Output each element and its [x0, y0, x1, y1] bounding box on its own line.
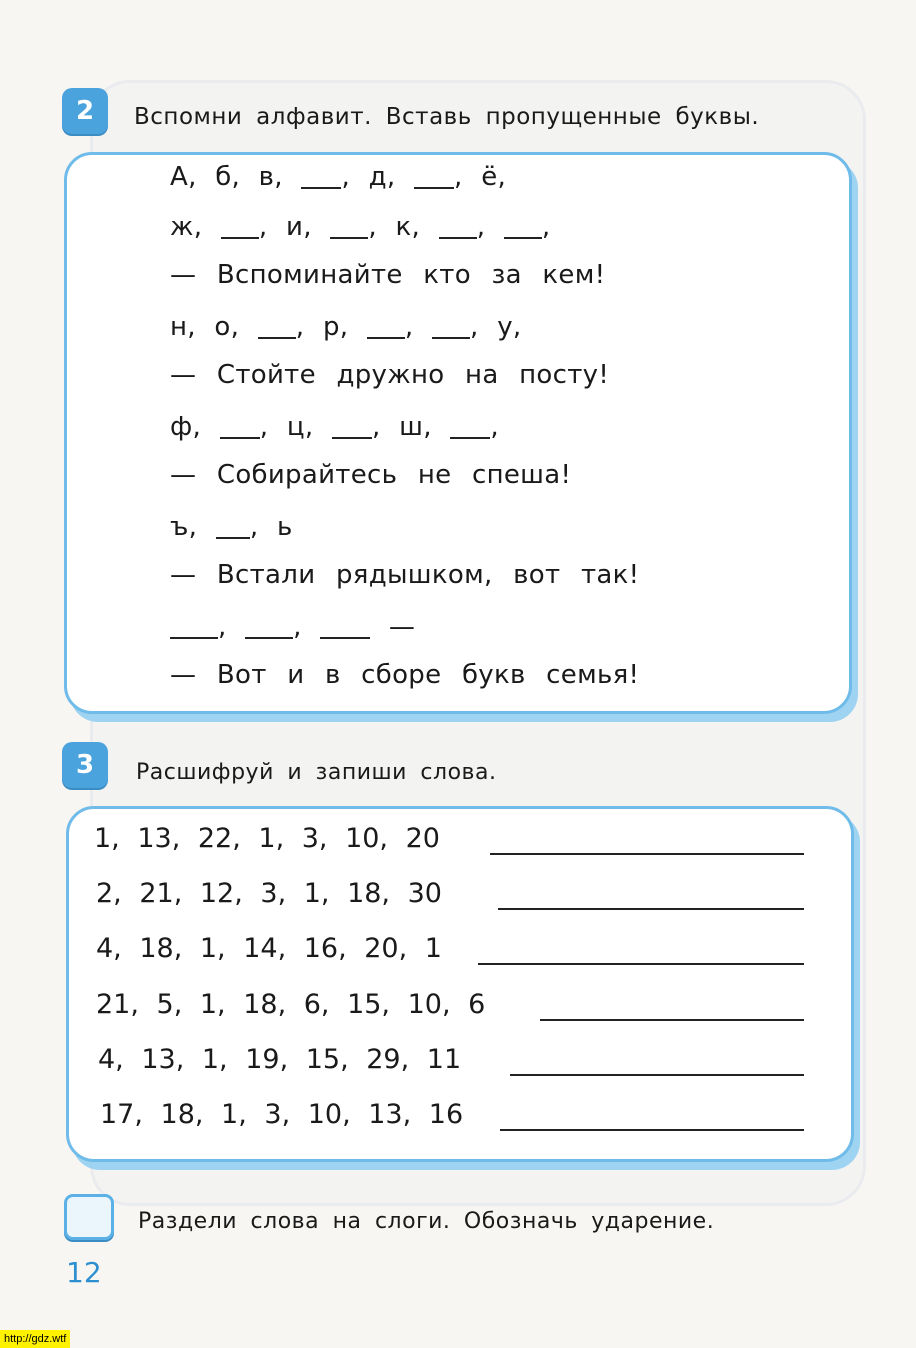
comma: , — [404, 312, 414, 342]
rhyme-line-5: — Вот и в сборе букв семья! — [170, 660, 640, 690]
task-4-badge — [64, 1194, 114, 1240]
blank[interactable] — [330, 236, 368, 239]
answer-line-3[interactable] — [478, 963, 804, 965]
comma: , — [476, 212, 486, 242]
comma: , — [368, 212, 377, 242]
letters: ь — [276, 512, 293, 542]
task-2-badge — [62, 88, 108, 134]
letters: р, — [322, 312, 349, 342]
code-row-5: 4, 13, 1, 19, 15, 29, 11 — [98, 1044, 462, 1075]
comma: , — [218, 612, 227, 642]
blank[interactable] — [245, 636, 293, 639]
code-row-1: 1, 13, 22, 1, 3, 10, 20 — [94, 823, 440, 854]
comma: , — [258, 212, 268, 242]
rhyme-line-1: — Вспоминайте кто за кем! — [170, 260, 606, 290]
letters: у, — [497, 312, 522, 342]
letters: н, о, — [170, 312, 240, 342]
alphabet-line-5 — [170, 512, 293, 542]
letters: ё, — [481, 162, 507, 192]
code-row-4: 21, 5, 1, 18, 6, 15, 10, 6 — [96, 989, 486, 1020]
blank[interactable] — [432, 336, 470, 339]
alphabet-line-1 — [170, 162, 506, 192]
code-row-2: 2, 21, 12, 3, 1, 18, 30 — [96, 878, 442, 909]
letters: ц, — [286, 412, 314, 442]
blank[interactable] — [258, 336, 296, 339]
comma: , — [490, 412, 499, 442]
rhyme-line-4: — Встали рядышком, вот так! — [170, 560, 640, 590]
blank[interactable] — [170, 636, 218, 639]
comma: , — [249, 512, 259, 542]
alphabet-line-2 — [170, 212, 550, 242]
task-2-number: 2 — [75, 96, 95, 126]
comma: , — [470, 312, 479, 342]
task-3-number: 3 — [75, 750, 95, 780]
blank[interactable] — [450, 436, 490, 439]
letters: ъ, — [170, 512, 198, 542]
answer-line-5[interactable] — [510, 1074, 804, 1076]
letters: ф, — [170, 412, 202, 442]
answer-line-6[interactable] — [500, 1129, 804, 1131]
alphabet-line-3 — [170, 312, 521, 342]
alphabet-line-4 — [170, 412, 499, 442]
dash: — — [388, 612, 416, 642]
answer-line-2[interactable] — [498, 908, 804, 910]
letters: ж, — [170, 212, 203, 242]
task-4-title: Раздели слова на слоги. Обозначь ударение. — [138, 1209, 715, 1234]
letters: и, — [286, 212, 312, 242]
comma: , — [454, 162, 463, 192]
task-2-title: Вспомни алфавит. Вставь пропущенные буквы. — [134, 104, 760, 130]
answer-line-4[interactable] — [540, 1019, 804, 1021]
comma: , — [259, 412, 269, 442]
answer-line-1[interactable] — [490, 853, 804, 855]
code-row-6: 17, 18, 1, 3, 10, 13, 16 — [100, 1099, 464, 1130]
comma: , — [371, 412, 381, 442]
rhyme-line-3: — Собирайтесь не спеша! — [170, 460, 572, 490]
comma: , — [541, 212, 551, 242]
comma: , — [295, 312, 305, 342]
code-row-3: 4, 18, 1, 14, 16, 20, 1 — [96, 933, 442, 964]
blank[interactable] — [332, 436, 372, 439]
task-3-badge — [62, 742, 108, 788]
blank[interactable] — [439, 236, 477, 239]
blank[interactable] — [414, 186, 454, 189]
blank[interactable] — [301, 186, 341, 189]
watermark-link[interactable]: http://gdz.wtf — [0, 1330, 70, 1348]
blank[interactable] — [504, 236, 542, 239]
task-3-title: Расшифруй и запиши слова. — [136, 760, 497, 785]
blank[interactable] — [367, 336, 405, 339]
letters: ш, — [399, 412, 432, 442]
rhyme-line-2: — Стойте дружно на посту! — [170, 360, 610, 390]
blank[interactable] — [216, 536, 250, 539]
blank[interactable] — [221, 236, 259, 239]
blank[interactable] — [220, 436, 260, 439]
letters: д, — [368, 162, 396, 192]
letters: к, — [395, 212, 421, 242]
alphabet-line-6 — [170, 612, 415, 642]
comma: , — [293, 612, 302, 642]
letters: А, б, в, — [170, 162, 283, 192]
comma: , — [341, 162, 351, 192]
page-number: 12 — [66, 1256, 102, 1289]
blank[interactable] — [320, 636, 370, 639]
